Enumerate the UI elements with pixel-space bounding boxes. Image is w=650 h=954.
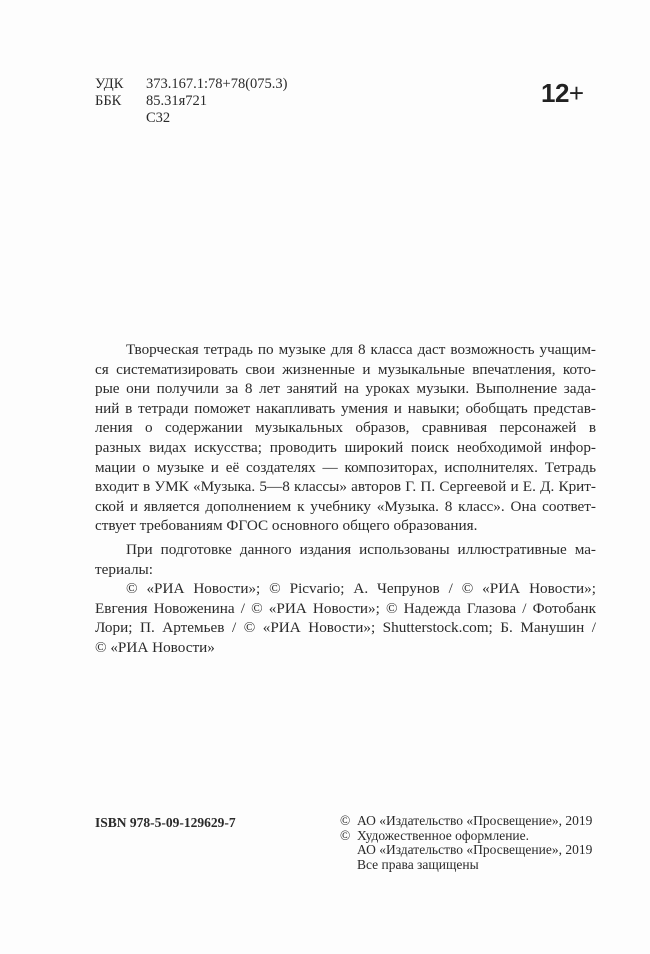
credits-line: Евгения Новоженина / © «РИА Новости»; © Надежда Глазова / Фотобанк <box>95 599 596 617</box>
copyright-row <box>340 814 596 829</box>
rights-reserved-row <box>340 858 596 873</box>
age-rating-badge <box>541 78 584 109</box>
credits-line: При подготовке данного издания использованы иллюстративные ма- <box>126 541 596 558</box>
age-rating-plus: + <box>568 78 584 108</box>
annotation-line: мации о музыке и её создателях — композиторах, исполнителях. Тетрадь <box>95 458 596 476</box>
illustrations-credits <box>95 540 596 658</box>
author-mark: С32 <box>146 110 171 126</box>
udk-value: 373.167.1:78+78(075.3) <box>146 76 288 92</box>
copyright-block <box>340 814 596 872</box>
copyright-row <box>340 829 596 844</box>
annotation-line: ствует требованиям ФГОС основного общего образования. <box>95 517 478 535</box>
classification-codes <box>95 76 288 127</box>
copyright-text: АО «Издательство «Просвещение», 2019 <box>357 842 593 858</box>
annotation-line: разных видах искусства; проводить широкий поиск необходимой инфор- <box>95 438 596 456</box>
copyright-row <box>340 843 596 858</box>
author-mark-row <box>95 110 288 127</box>
copyright-text: АО «Издательство «Просвещение», 2019 <box>357 813 593 828</box>
rights-reserved-text: Все права защищены <box>357 856 479 872</box>
annotation-line: ний в тетради поможет накапливать умения и навыки; обобщать представ- <box>95 399 596 417</box>
annotation-line: Творческая тетрадь по музыке для 8 класса даст возможность учащим- <box>126 341 596 358</box>
credits-line: териалы: <box>95 560 153 578</box>
credits-line: Лори; П. Артемьев / © «РИА Новости»; Shutterstock.com; Б. Манушин / <box>95 619 596 637</box>
udk-row <box>95 76 288 93</box>
annotation-line: входит в УМК «Музыка. 5—8 классы» авторов Г. П. Сергеевой и Е. Д. Крит- <box>95 478 596 496</box>
copyright-symbol-icon: © <box>340 827 351 843</box>
bbk-value: 85.31я721 <box>146 93 208 109</box>
credits-line: © «РИА Новости» <box>95 638 215 656</box>
annotation-line: ской и является дополнением к учебнику «Музыка. 8 класс». Она соответ- <box>95 497 596 515</box>
bbk-row <box>95 93 288 110</box>
bbk-label: ББК <box>95 93 122 109</box>
isbn: ISBN 978-5-09-129629-7 <box>95 815 236 830</box>
age-rating-number: 12 <box>541 78 569 108</box>
annotation-line: ся систематизировать свои жизненные и музыкальные впечатления, кото- <box>95 360 596 378</box>
credits-line: © «РИА Новости»; © Picvario; А. Чепрунов / © «РИА Новости»; <box>126 580 596 598</box>
copyright-text: Художественное оформление. <box>357 827 530 843</box>
annotation-line: рые они получили за 8 лет занятий на уроках музыки. Выполнение зада- <box>95 380 596 398</box>
copyright-symbol-icon: © <box>340 813 351 828</box>
udk-label: УДК <box>95 76 124 92</box>
annotation-paragraph <box>95 340 596 536</box>
annotation-line: ления о содержании музыкальных образов, сравнивая персонажей в <box>95 419 596 437</box>
